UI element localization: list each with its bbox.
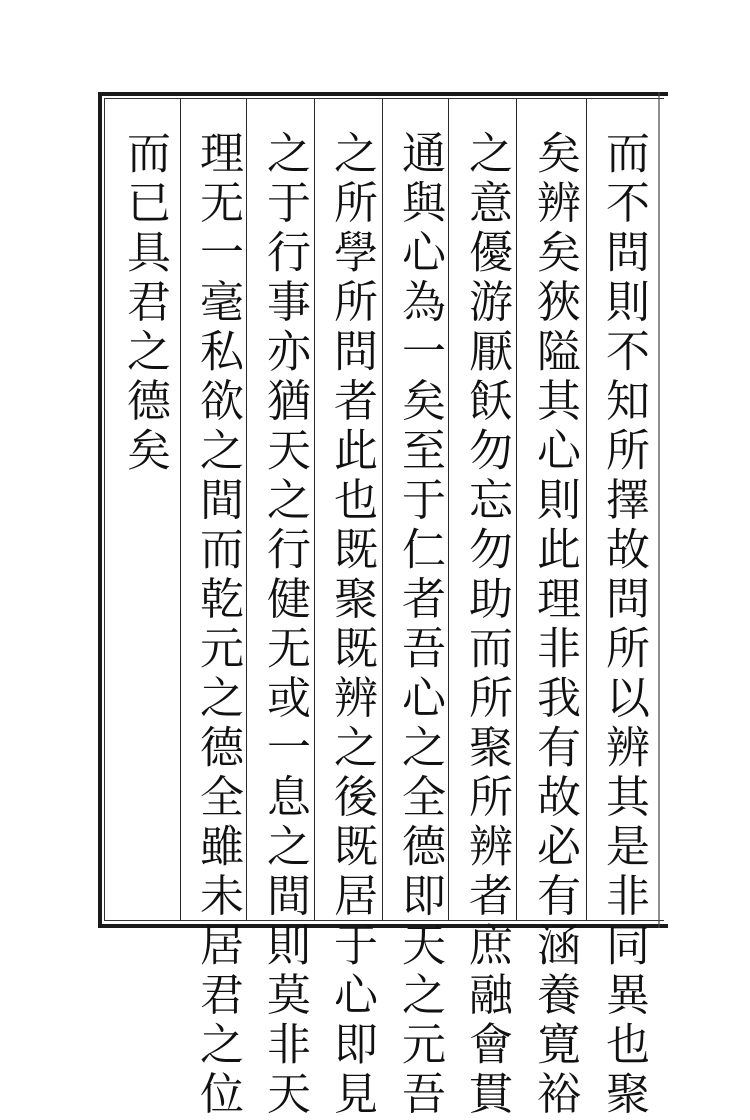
column-rule: [448, 98, 449, 921]
text-column-1: 而不問則不知所擇故問所以辨其是非同異也聚: [598, 130, 649, 1120]
page-border-inner: [104, 98, 664, 1120]
column-rule: [314, 98, 315, 921]
fold-edge: [658, 92, 660, 928]
text-column-5: 之所學所問者此也既聚既辨之後既居于心即見: [326, 130, 377, 1120]
text-column-4: 通與心為一矣至于仁者吾心之全德即天之元吾: [394, 130, 445, 1120]
column-rule: [180, 98, 181, 921]
text-column-3: 之意優游厭飫勿忘勿助而所聚所辨者庶融會貫: [461, 130, 512, 1120]
text-column-7: 理无一毫私欲之間而乾元之德全雖未居君之位: [192, 130, 243, 1120]
column-rule: [382, 98, 383, 921]
column-rule: [586, 98, 587, 921]
column-rule: [246, 98, 247, 921]
column-rule: [516, 98, 517, 921]
text-column-8: 而已具君之德矣: [119, 130, 170, 477]
text-column-2: 矣辨矣狹隘其心則此理非我有故必有涵養寛裕: [529, 130, 580, 1120]
text-column-6: 之于行事亦猶天之行健无或一息之間則莫非天: [259, 130, 310, 1120]
